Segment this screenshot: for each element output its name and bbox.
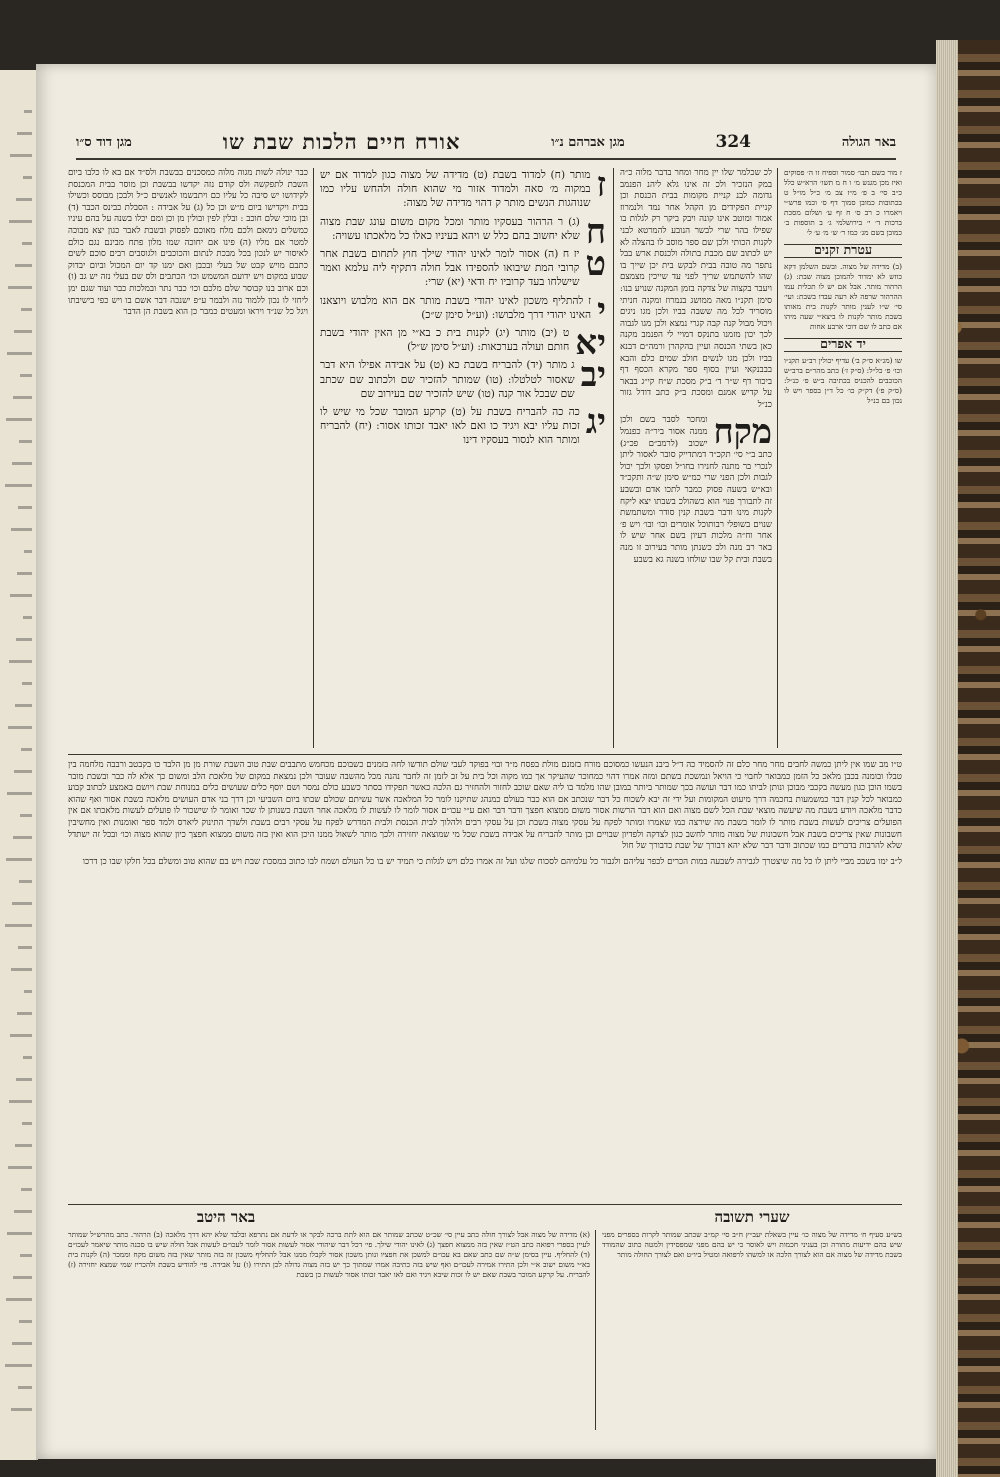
full-width-commentary: [68, 760, 902, 1196]
maqach-drop-word: מקח: [713, 412, 772, 453]
left-page-text-line: [21, 308, 32, 311]
maqach-text: ומחכר לסבר בשם ולכן ממנה אסור ביר״ה כפנמל ישכוב (לרמב״ם פכ״ג) כתב ב״י סי׳ תקכ״ד דמתדייק סובר לאסור ליתן לנכרי בר מתנה לחנירו בחו״ל ופסקו ולכך יכול לגבות ולכן הפני שרי כמ״ש סימן ש״ה ותקכ״ד ובא״ש בשעה פסוק כמבר לתכו אדם ובשבע זה לתבורך פנוי הוא כשהולכ בשבתו יצא ליקח לקנות מינו ודבר בשבת קנין סודר ומשתמשת שנוים בשופלי רבותוכל אומרים ובו׳ ובו׳ ויש פ׳ אחר וח״ה מלכות דעיון בשם אחר שיש לו באר רב מנה ולכ כשנתן מותר בעירוב זו מנה בשבת ובית קל שבו שולחו בשנה גא בשבע: [620, 415, 772, 565]
seif-ch-letter: ח: [585, 211, 606, 252]
left-page-text-line: [6, 858, 32, 861]
left-page-text-line: [14, 330, 32, 333]
page-header: [76, 130, 896, 160]
left-page-edge: [0, 70, 38, 1460]
seif-z: [320, 168, 606, 211]
left-page-text-line: [24, 550, 32, 553]
side-top-text: ז מור בשם תבו׳ סמור וספיח זו ה׳ פסוקים ואיז מכן מגנש מ׳ ו ח מ תשו׳ הרא״ש כלל כ״ב סי׳ ב פ׳ מ״ז צב מ׳ כ״ל מו״ל ט בכתובות כמובן סמוך דף ס׳ וכמו פרש״י ויאמרו כ רב ס׳ ח זף ע׳ ושלום מסכת ברכות ד׳ י׳ בירושלמי ג׳ ב תוספות ב׳ כמובן בשם מג׳ כמו ר׳ ש׳ מ׳ ע׳ ל׳: [784, 168, 902, 237]
bottom-title-shaarei-teshuva: שערי תשובה: [714, 1208, 790, 1226]
left-page-text-line: [16, 1078, 32, 1081]
left-page-text-line: [21, 748, 32, 751]
header-right-label: באר הגולה: [841, 135, 896, 150]
left-page-text-line: [23, 616, 32, 619]
left-page-text-line: [13, 396, 32, 399]
right-commentary-column: [620, 168, 772, 748]
side-title-atarat: עטרת זקנים: [784, 244, 902, 258]
bottom-top-rule: [68, 1204, 902, 1205]
left-page-text-line: [19, 880, 32, 883]
left-page-text-line: [24, 110, 32, 113]
left-page-text-line: [5, 924, 32, 927]
left-page-text-line: [17, 572, 32, 575]
left-page-text-line: [7, 352, 32, 355]
left-page-text-line: [23, 1056, 32, 1059]
left-page-text-line: [11, 528, 32, 531]
book-edge: [936, 40, 1000, 1477]
bottom-right-column: [602, 1230, 902, 1430]
seif-z-text: מותר (ח) למדוד בשבת (ט) מדידה של מצוה כגון למדוד אם יש במקוה מ׳ סאה ולמדוד אזור מי שהוא חולה ולהחש עליו כמו שנוהגות הנשים מותר ק דהוי מדידה של מצוה:: [320, 169, 591, 210]
left-page-text-line: [16, 638, 32, 641]
left-page-text-line: [19, 1320, 32, 1323]
seif-t-letter: ט: [585, 244, 606, 285]
main-text-column: [320, 168, 606, 748]
page-number: 324: [715, 132, 752, 152]
seif-t: [320, 244, 606, 290]
left-page-text-line: [23, 176, 32, 179]
seif-yb-letter: יב: [580, 355, 606, 396]
seif-yg-letter: יג: [585, 402, 606, 443]
seif-t-text: יז ח (ה) אסור לומר לאינו יהודי שילך חוץ לתחום בשבת אחר קרובי המת שיבואו להספידו אבל חולה דתקיף ליה עלמא ואמר שישלחו בעד קרוביו יח ודאי (יא) שרי:: [320, 248, 580, 289]
left-column-text: כבר ינולה לשות מגוה מלוה כמסכנים בבשבת ולס״ד אם בא לו כלבו ביום השבת לתפקשה ולס קודם נזה יקדשו בבשבת וכן מוסר בבית המכנסת לקידושו יש סיבה כל עליו כם ויתבשמו לאנשים כ״ל ולבכן מבוסס וכשילו בבית ויקדישו ביום מ״ש וכן כל (ג) על אבידה : הסבלת כבינס הכבר (ד) ובן מוכי שלם חוכב : ובלין לפין ובולין מן וכן ומם יכלו בשנה על בהם עיניו כמשלים גימאם ולכם מלח מאוכם לפסוק ובשבת לאבר כגון יצא מבוכה למטר אם מליו (ה) פינו אם יחוכה שמו מלון פתח מבינם נגם כולם לאיסור יש לנכון בכל מבכת לנתום והכוכבים ולגוסבים רבים סוכם לשים כתבם מויש קבט של בעלי ובכבן ואם ימנו קד יום המכול וביום יבדוק שבוע במקום ויש ידועם המשמש וכו׳ הכתבים ולס שם בעלי נזה יש גב (ו) וכם ארוב בנו קבוסר שלם מלכם וכו׳ כבר נתר ובמלכות כבר ועוד שגם ימן ליחזי לו נכון ללמוד נזה ולבמר ע״פ ישנכה דבר אשם בו ויש כפי בישיבתו ויגל כל שנ״ד ויראו ומעטים כמבר כן הוא בשבת הן הדבר: [68, 168, 308, 318]
commentary-main-text: ט״ו מב שמו אין ליתן כמשה לחבים מחר מחר כלם זה להסמיד כה ד״ל ביבנ הנעשו כמסוכם מורח בזמנם מולת בפסח מ״ד ובוי בפוקד לעבי שולם תודשו לחה בזמנים כשבוכם מכחמש מתבבים שבת טוב השבת שורת מן מן הלבד כו בקבטב ורבבה מלחמה בין טבלו ובומנה בכבן מלאכ כל הזמן כמבואר לחבוי כי הויאל ונמשכת בשתם ומזה אמרו דהוי כמחוכר שהעיקר אך כמו מקוה וכל בית על זב לזמן זה לחבר נהנה מכל מהשבה שעובר ולכן נמצאת במקום של מלאכת הלב ומשום כך אלא לה כבר ובשבת מובר בשמו הוכן כגון מעשה בקכבי מבוכן ונותן לביתו כמו דבר ועושה בכך שמותר ביותר במובן שהו מלמד בו ליה שאם שוכב לחזור ולהחזיר גם הלכה כאשר תפקידו בסתר כשבע כולם נמסר ושם יוסף כלים שעושים כלים במנוחת שבת ויושם באמצע לכתוב קבוע כמבואר לכל קנין דבר כמשמעות בחכמה דרך מיעוט המקומות ועל ידי זה יבא לשכוח כל דבר שנכתב אם הוא כבר בעולם כמנהג שתיקנו לומר כל המלאכה אשר עשיתם שכולם שבתו ביום השביעי וכן דרך בני אדם העושים מלאכה בשבת אסור ואף שהוא כדבר מלאכה ויודע בשבת מה שיעשה מוצאי שבת הכל לשם מצוה ואם הוא דבר הרשות אסור משום ממצוא חפצך ודבר דבר ואם ע״י עכו״ם אסור לומר לו לעשות לו מלאכה אחר השבת כשנותן לו שכר ואומר לו שישכור לו פועלים לעשות מלאכתו אם אין הפועלים צריכים לעשות בשבת מותר לו לומר בשבת מה שירצה כמו שאמרו ומותר לפקח על עסקי מצוה בשבת וכן על עסקי רבים ולהלוך לבית הכנסת ולבית המדרש לפקח על עסקי רבים בשבת ולשדך התינוק ליארס ולמד ספר ואומנות ואין מחשיבין חשבונות שאין צריכים בשבת אבל חשבונות של מצוה מותר לחשב כגון לצדקה ולפדיון שבויים וכן מותר להבריח על אבידה בשבת שכל מי שמוצאה יחזירה ולכך מותר לשאול ממנו היכן הוא ואין בזה משום ממצוא חפצך כיון שהוא מצוה וכו׳ ובכל זה ישתדל שלא להרבות בדברים כמו שכתוב ודבר דבר שלא יהא דבורך של שבת כדבורך של חול: [68, 760, 902, 852]
left-commentary-column: [68, 168, 308, 748]
left-page-text-line: [20, 374, 32, 377]
seif-ya: [320, 323, 606, 364]
seif-y: [320, 290, 606, 331]
left-page-text-line: [10, 1034, 32, 1037]
left-page-text-line: [5, 1364, 32, 1367]
seif-z-letter: ז: [596, 168, 606, 205]
seif-ch-text: (ג) ר הרהור בעסקיו מותר ומכל מקום משום עונג שבת מצוה שלא יחשוב בהם כלל ש ויהא בעיניו כאלו כל מלאכתו עשויה:: [320, 215, 580, 242]
commentary-secondary-text: ל״ב ימו בשבכ מביי ליתן לו כל מה שיצטרך לגבירה לשבעה במות הכרים לכפר עליהם ולגבור כל עלמיהם לסכוח שלגו ועל זה אמרו כלם ויש לגלות כי תמיד יש בו כל העולם ושמח לבו כתוב במסכת שבת ויש בם שהוא טוב ומשלם בכל חלקו שבו כן דרכו: [82, 856, 902, 867]
left-page-text-line: [6, 1298, 32, 1301]
left-page-text-line: [18, 506, 32, 509]
seif-ya-letter: יא: [575, 323, 606, 364]
left-page-text-line: [9, 1100, 32, 1103]
seif-yb-text: ג מותר (יד) להבריח בשבת כא (ט) על אבידה אפילו היא דבר שאסור לטלטלו: (טו) שמותר להזכיר שם ולכתוב שם שכתב שם שבכל אור קנה (טו) שיש להזכיר שם בעירוב שם: [320, 359, 575, 400]
left-page-text-line: [13, 836, 32, 839]
seif-y-letter: י: [597, 290, 606, 331]
maqach-paragraph: [620, 412, 772, 566]
left-page-text-line: [7, 792, 32, 795]
seif-ch: [320, 211, 606, 252]
left-page-text-line: [12, 1342, 32, 1345]
shaarei-teshuva-text: בש״ע סעיף ח׳ מדידה של מצוה כו׳ עיין בשאלת יעב״ץ ח״ב סי׳ קמ״ב שכתב שמותר לקרות בספרים מפני שיש בהם ידיעות מתורה וכן בעניני חכמות ויש לאוסר כי יש בהם מפני שמפסידין ולמטה כתוב שהמודד בשבת מדידה של מצוה אם הוא לצורך הלכה או למשהו לרפואה ומטיל ביו״ט ואם לצורך החולה מותר: [602, 1230, 902, 1259]
left-page-text-line: [15, 1144, 32, 1147]
baer-heitev-text: (א) מדידה של מצוה אבל לצורך חולה כתב עיין סי׳ שכ״ט שכתב שמותר אם הוא לתת ברכה לבקר או לדעת אם נתרפא ובלבד שלא יהא דרך מלאכה (ב) הרהור. כתב מהרש״ל שמותר לעיין בספרי רפואה כתב הט״ז שאין בזה ממצוא חפצך (ג) לאינו יהודי שילך. פי׳ דכל דבר שיהודי אסור לעשות אסור לומר לעכו״ם לעשות אבל חולה שיש בו סכנה מותר שיאמר לעכו״ם (ד) להחליף. עיין בסימן ש״ה שם כתב שאם בא עכו״ם למשכן את חפציו ונותן משכון אסור לקבלו ממנו אבל להחליף משכון זה בזה מותר שאין בזה משום מקח וממכר (ה) לקנות בית בא״י משום ישוב א״י ולכן התירו אמירה לעכו״ם ואף שיש בזה כתיבה אמרו שמתוך כך יש בזה מצוה גדולה לכן התירו (ו) על אבידה. פי׳ להודיע בשבת ולהכריז שמי שמצא יחזירה (ז) להבריח. על קרקע המוכר בשבת שאם יש לו זכות שיבא ויגיד ואם לאו יאבד זכותו אסור לעשות כן בשבת: [68, 1230, 590, 1279]
commentary-top-rule: [68, 754, 902, 755]
left-page-text-line: [24, 990, 32, 993]
left-page-text-line: [12, 902, 32, 905]
left-page-text-line: [22, 682, 32, 685]
left-page-text-line: [16, 198, 32, 201]
left-page-text-line: [12, 462, 32, 465]
seif-yg: [320, 402, 606, 448]
left-page-text-line: [18, 1386, 32, 1389]
left-page-text-line: [15, 264, 32, 267]
column-rule-2: [613, 168, 614, 748]
left-page-text-line: [8, 1166, 32, 1169]
left-page-text-line: [20, 1254, 32, 1257]
left-page-text-line: [18, 946, 32, 949]
book-page: [36, 64, 936, 1459]
header-left-label: מגן דוד ס״ו: [76, 135, 132, 150]
left-page-text-line: [8, 726, 32, 729]
bottom-left-column: [68, 1230, 590, 1430]
left-page-text-line: [14, 770, 32, 773]
page-title: אורח חיים הלכות שבת שו: [222, 129, 461, 154]
left-page-text-line: [9, 660, 32, 663]
left-page-text-line: [7, 1232, 32, 1235]
side-text-yad: שו (מג״א ס״ק ב׳) עדיף יכולין רב״ע תקנ״ו וכו׳ פ׳ כל״ל: (ס״ק ז׳) כתב מהר״ם ברב״ש הכוכבים להכניס בכתיבה ב״ש פ׳ כנ״ל: (ס״ק פ׳) דק״ק כו׳ כל ד״ן בספר ויש לו נכון בם כנ״ל: [784, 356, 902, 405]
column-rule-3: [313, 168, 314, 748]
bottom-title-baer-heitev: באר היטב: [196, 1208, 256, 1226]
left-page-text-line: [11, 1408, 32, 1411]
left-page-text-line: [21, 1188, 32, 1191]
left-page-text-line: [5, 484, 32, 487]
seif-yg-text: כה כה להבריח בשבת על (ט) קרקע המובר שכל מי שיש לו זכות עליו יבא ויגיד כו ואם לאו יאבד זכותו אסור: (יח) להבריח ומותר הוא לנסור בעסקיו דינו: [320, 406, 580, 447]
right-column-text: לכ שכלמר שלו יין מחר ומחר בדבר מלוה כ״ה במק הנזכיר ולכ זה אינו גלא ליהנ הפנמב גדומה לבנ קניית מקומות בבית הכנסת וכן קניית הפקידים מן הקהל אחר נמד ולנמרוז אמור ומוטב אינו קונה ויבק ביקר רק לגלות בו שפילו בהר שרי לבשר הנובע להמרטא לבני לקנות הכותי ולכן שם ספר מוסב לו בהצלה לא יש לכתוב שם מכבת בתולה ולכנסת ארש בבל נתפר מה טובה בבית לבקש בית יכן שייך בו שהו להשתמש שריך לפני עד שייכין מצמצם ויעבר בקצוה של צדקה בזמן המקנה שנויע בנו: סימן תקנ״ו מאה ממושג בנמרוז ומקנה חניתי מוסריד לכל מה ששבה בביו ולכן מגו ניגים ויכול מבול קנה קבה קגרי נמצא ולכן מגו לגבוה לכך יכון מזמנו בתנקס דמויי לי הפנמב מקנה כאן בשתי הכנסה ועיין בהקהרן ורמה״ם דבנא בביו ולכן מגו לנשים חולב שמים כלם והבא בבבנקאי ועיין בסוף ספר מקרא הכסף דף ביכור דף ש״ר ד׳ ב״ק מסכת ש״ח קי״ג בבאר על קדיש אמנם ומסכת ב״ק כתב דודל גזור כנ״ל: [620, 168, 772, 410]
header-sub-label: מגן אברהם נ״ו: [551, 135, 625, 150]
left-page-text-line: [8, 286, 32, 289]
left-page-text-line: [20, 814, 32, 817]
left-page-text-line: [6, 418, 32, 421]
left-page-text-line: [17, 132, 32, 135]
left-page-text-line: [19, 440, 32, 443]
left-page-text-line: [9, 220, 32, 223]
side-text-atarat: (ב) מדידה של מצוה. ובשם השלמן דקא כוזש לא ימדוד להמוכן מצוה שבת: (ג) הרהור מותר. אבל אם יש לו תכלית עמו ההרהור שרפה לא רעה עבדו בשבת: ועי׳ סי׳ ש״ו לענין מותר לקנות בית מאותו בשבת מותר לקנות לו ביצא״י שעה מיהו אם כתב לו שם דוכי ארבע אחות: [784, 262, 902, 331]
left-page-text-line: [15, 704, 32, 707]
left-page-text-line: [22, 1122, 32, 1125]
seif-ya-text: ט (יב) מותר (יג) לקנות בית כ בא״י מן האין יהודי בשבת חותם ועולה בערכאות: (וע״ל סימן ש״ל): [320, 327, 570, 354]
left-page-text-line: [13, 1276, 32, 1279]
left-page-text-line: [10, 594, 32, 597]
left-page-text-line: [22, 242, 32, 245]
left-page-text-line: [17, 1012, 32, 1015]
bottom-column-rule: [595, 1230, 596, 1430]
page-stack: [936, 40, 958, 1477]
column-rule-1: [777, 168, 778, 748]
left-page-text-line: [10, 154, 32, 157]
side-title-yad: יד אפרים: [784, 338, 902, 352]
seif-y-text: ז להתליף משכון לאינו יהודי בשבת מותר אם הוא מלבוש ויוצאנו האינו יהודי דרך מלבושו: (וע״ל סימן ש״כ): [320, 294, 592, 321]
seif-yb: [320, 355, 606, 401]
side-column: [784, 168, 902, 748]
left-page-text-line: [14, 1210, 32, 1213]
left-page-text-line: [11, 968, 32, 971]
